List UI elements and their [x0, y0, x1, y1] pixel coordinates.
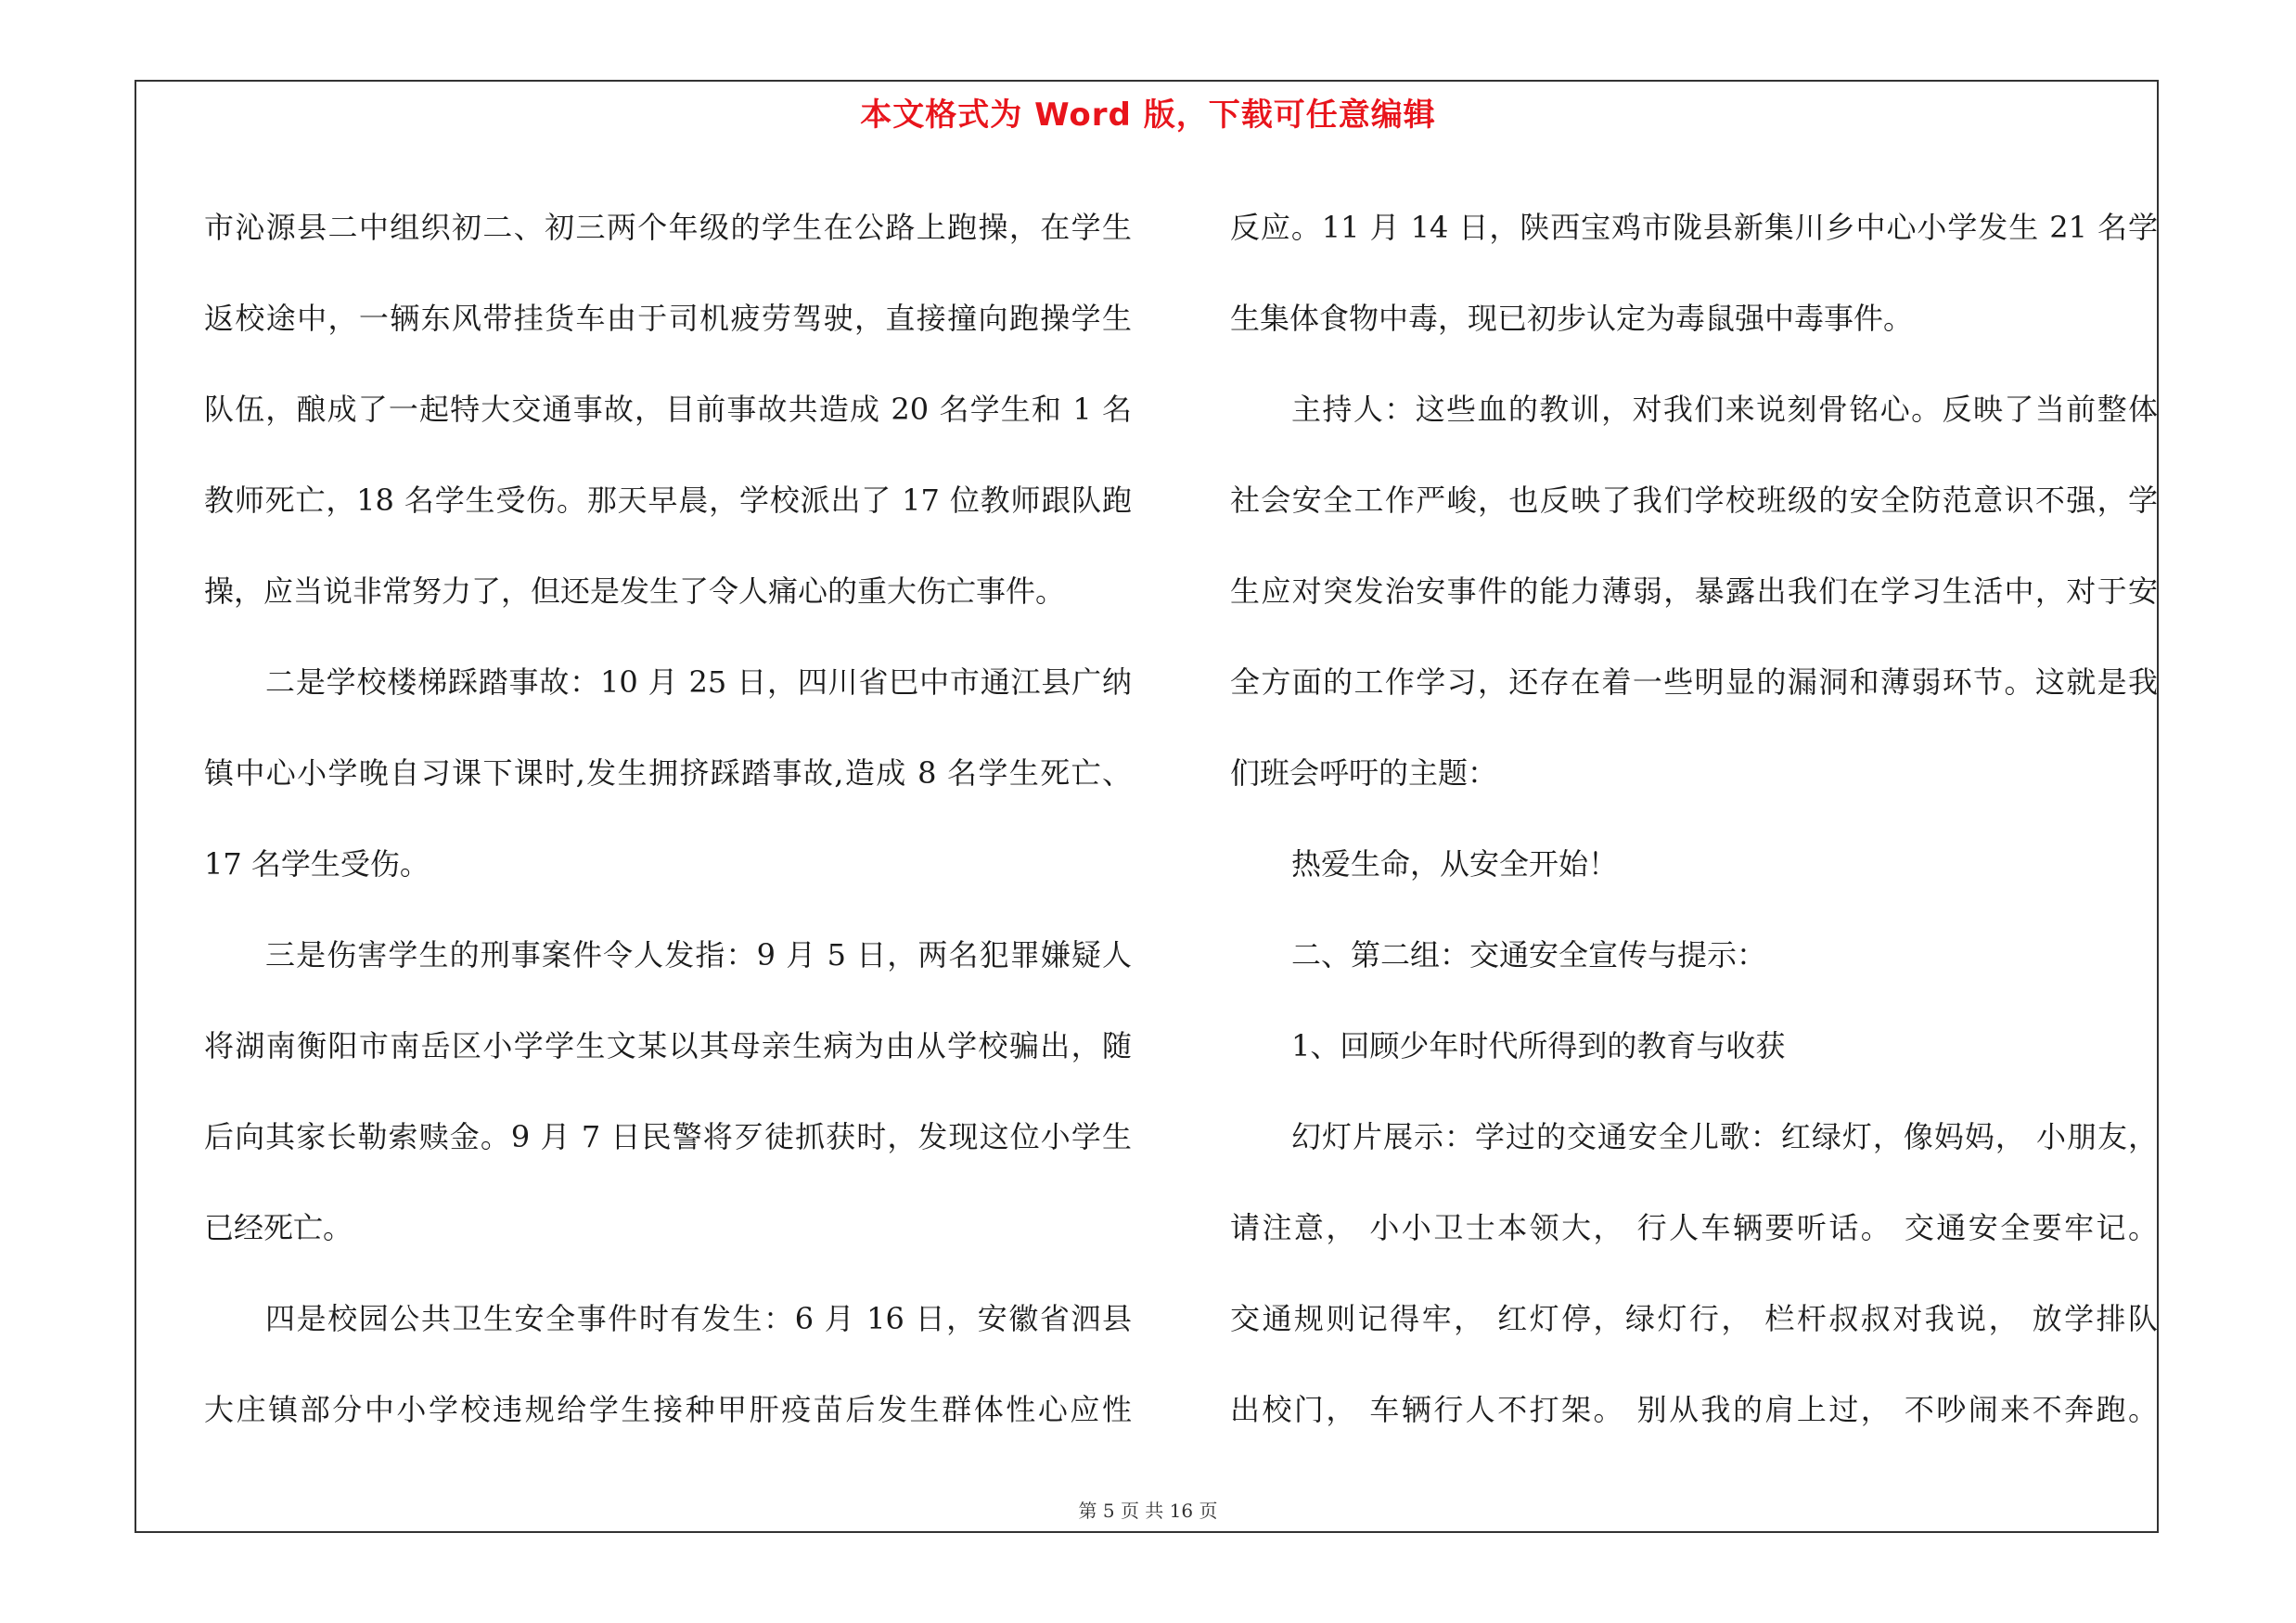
right-text-column: [1230, 182, 2158, 1455]
left-text-column: [204, 182, 1132, 1455]
left-column-line: 三是伤害学生的刑事案件令人发指：9 月 5 日，两名犯罪嫌疑人: [265, 937, 1132, 973]
left-column-line: 四是校园公共卫生安全事件时有发生：6 月 16 日，安徽省泗县: [265, 1301, 1132, 1336]
left-column-line: 17 名学生受伤。: [204, 846, 430, 882]
right-column-line: 二、第二组：交通安全宣传与提示：: [1291, 937, 1767, 973]
page-number-footer: 第 5 页 共 16 页: [1078, 1500, 1218, 1522]
left-column-line: 教师死亡，18 名学生受伤。那天早晨，学校派出了 17 位教师跟队跑: [204, 483, 1132, 518]
left-column-line: 操，应当说非常努力了，但还是发生了令人痛心的重大伤亡事件。: [204, 573, 1066, 609]
left-column-line: 已经死亡。: [204, 1210, 353, 1245]
right-column-line: 全方面的工作学习，还存在着一些明显的漏洞和薄弱环节。这就是我: [1230, 664, 2158, 700]
right-column-line: 交通规则记得牢， 红灯停，绿灯行， 栏杆叔叔对我说， 放学排队: [1230, 1301, 2158, 1336]
left-column-line: 将湖南衡阳市南岳区小学学生文某以其母亲生病为由从学校骗出，随: [204, 1028, 1132, 1063]
right-column-line: 主持人：这些血的教训，对我们来说刻骨铭心。反映了当前整体: [1291, 392, 2158, 427]
right-column-line: 生集体食物中毒，现已初步认定为毒鼠强中毒事件。: [1230, 301, 1914, 336]
left-column-line: 二是学校楼梯踩踏事故：10 月 25 日，四川省巴中市通江县广纳: [265, 664, 1132, 700]
left-column-line: 队伍，酿成了一起特大交通事故，目前事故共造成 20 名学生和 1 名: [204, 392, 1132, 427]
right-column-line: 请注意， 小小卫士本领大， 行人车辆要听话。 交通安全要牢记。: [1230, 1210, 2158, 1245]
right-column-line: 幻灯片展示：学过的交通安全儿歌：红绿灯，像妈妈， 小朋友，: [1291, 1119, 2158, 1154]
right-column-line: 反应。11 月 14 日，陕西宝鸡市陇县新集川乡中心小学发生 21 名学: [1230, 210, 2158, 245]
right-column-line: 1、回顾少年时代所得到的教育与收获: [1291, 1028, 1786, 1063]
word-format-banner: 本文格式为 Word 版，下载可任意编辑: [860, 97, 1436, 134]
right-column-line: 生应对突发治安事件的能力薄弱，暴露出我们在学习生活中，对于安: [1230, 573, 2158, 609]
right-column-line: 们班会呼吁的主题：: [1230, 755, 1498, 791]
right-column-line: 社会安全工作严峻，也反映了我们学校班级的安全防范意识不强，学: [1230, 483, 2158, 518]
left-column-line: 返校途中，一辆东风带挂货车由于司机疲劳驾驶，直接撞向跑操学生: [204, 301, 1132, 336]
left-column-line: 市沁源县二中组织初二、初三两个年级的学生在公路上跑操，在学生: [204, 210, 1132, 245]
left-column-line: 镇中心小学晚自习课下课时,发生拥挤踩踏事故,造成 8 名学生死亡、: [204, 755, 1132, 791]
right-column-line: 出校门， 车辆行人不打架。 别从我的肩上过， 不吵闹来不奔跑。: [1230, 1392, 2158, 1427]
right-column-line: 热爱生命，从安全开始！: [1291, 846, 1619, 882]
left-column-line: 大庄镇部分中小学校违规给学生接种甲肝疫苗后发生群体性心应性: [204, 1392, 1132, 1427]
left-column-line: 后向其家长勒索赎金。9 月 7 日民警将歹徒抓获时，发现这位小学生: [204, 1119, 1132, 1154]
